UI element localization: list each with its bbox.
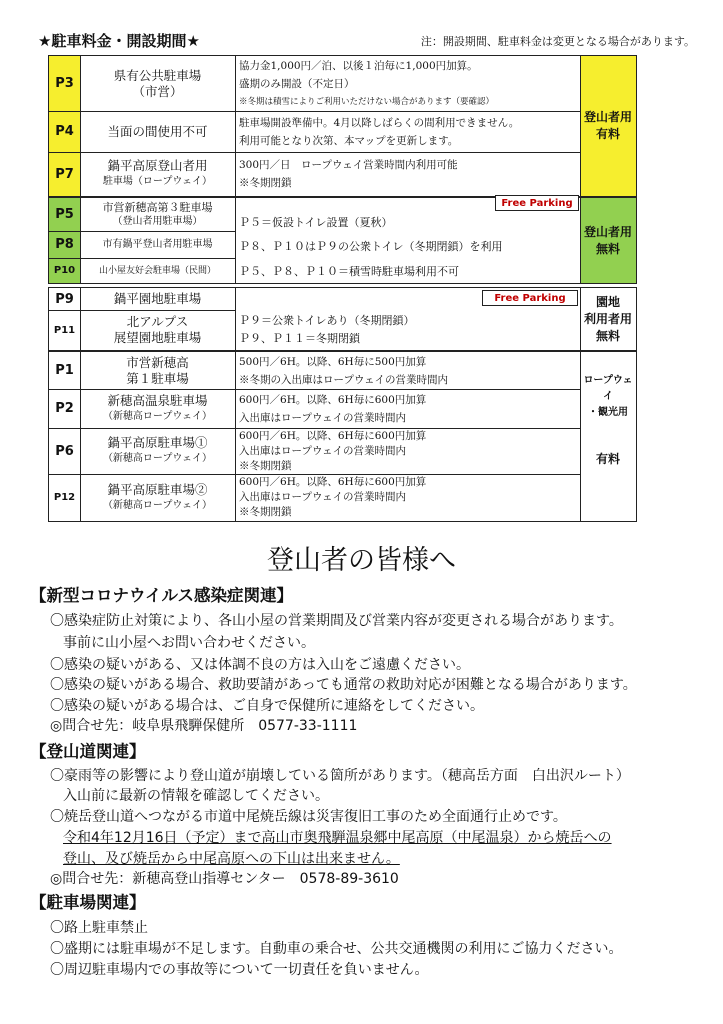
table-row-info: Ｐ５、Ｐ８、Ｐ１０＝積雪時駐車場利用不可 [239, 264, 459, 278]
section-heading-covid: 【新型コロナウイルス感染症関連】 [30, 586, 294, 605]
list-item: 〇焼岳登山道へつながる市道中尾焼岳線は災害復旧工事のため全面通行止めです。 [50, 809, 567, 825]
category-label: 登山者用 有料 [583, 110, 632, 141]
table-free-climbers [48, 197, 637, 284]
contact-line: ◎問合せ先：新穂高登山指導センター 0578-89-3610 [50, 871, 399, 887]
table-row-name: 鍋平高原駐車場② （新穂高ロープウェイ） [102, 481, 213, 511]
change-note: 注：開設期間、駐車料金は変更となる場合があります。 [420, 35, 695, 48]
notice-title: 登山者の皆様へ [267, 545, 456, 576]
table-row-name: 北アルプス 展望園地駐車場 [113, 314, 202, 345]
table-row-name: 市営新穂高第３駐車場 （登山者用駐車場） [102, 200, 213, 227]
section-heading-trail: 【登山道関連】 [30, 742, 146, 761]
table-row-name: 山小屋友好会駐車場（民間） [98, 265, 216, 276]
contact-line: ◎問合せ先：岐阜県飛騨保健所 0577-33-1111 [50, 718, 358, 734]
table-row-info: Ｐ８、Ｐ１０はＰ９の公衆トイレ（冬期閉鎖）を利用 [239, 240, 503, 253]
free-parking-badge: Free Parking [482, 290, 578, 306]
list-item: 〇感染の疑いがある、又は体調不良の方は入山をご遠慮ください。 [50, 657, 470, 673]
table-row-info: 300円／日 ロープウェイ営業時間内利用可能 ※冬期閉鎖 [239, 159, 458, 189]
category-label: 園地 利用者用 無料 [583, 294, 632, 343]
table-row-code: P12 [53, 492, 76, 503]
category-label: 登山者用 無料 [583, 224, 632, 256]
table-row-info: 500円／6H。以降、6H毎に500円加算 ※冬期の入出庫はロープウェイの営業時間内 [239, 355, 449, 386]
table-row-info: 駐車場開設準備中。4月以降しばらくの間利用できません。 利用可能となり次第、本マップを更新します。 [239, 116, 520, 147]
list-item: 〇感染の疑いがある場合は、ご自身で保健所に連絡をしてください。 [50, 698, 484, 714]
table-row-name: 新穂高温泉駐車場 （新穂高ロープウェイ） [102, 392, 213, 422]
free-parking-badge: Free Parking [495, 195, 579, 211]
table-row-info: 600円／6H。以降、6H毎に600円加算 入出庫はロープウェイの営業時間内 [239, 393, 427, 424]
table-row-name: 鍋平高原登山者用 駐車場（ロープウェイ） [102, 158, 213, 187]
table-row-name: 鍋平園地駐車場 [113, 291, 202, 306]
list-item: 〇豪雨等の影響により登山道が崩壊している箇所があります。（穂高岳方面 白出沢ルート） [50, 768, 630, 784]
table-row-code: P7 [55, 166, 74, 182]
table-row-name: 鍋平高原駐車場① （新穂高ロープウェイ） [102, 435, 213, 464]
list-item: 〇周辺駐車場内での事故等について一切責任を負いません。 [50, 962, 429, 978]
table-row-name: 県有公共駐車場 （市営） [113, 67, 202, 99]
table-row-info: 600円／6H。以降、6H毎に600円加算 入出庫はロープウェイの営業時間内 ※冬期閉鎖 [239, 476, 427, 518]
category-label: ロープウェイ ・観光用 [583, 375, 633, 418]
list-item: 登山、及び焼岳から中尾高原への下山は出来ません。 [63, 851, 400, 867]
table-paid-climbers [48, 55, 637, 197]
list-item: 〇感染症防止対策により、各山小屋の営業期間及び営業内容が変更される場合があります。 [50, 613, 623, 629]
list-item: 〇感染の疑いがある場合、救助要請があっても通常の救助対応が困難となる場合があります。 [50, 677, 637, 693]
table-row-name: 市営新穂高 第１駐車場 [126, 354, 189, 386]
section-heading-parking: 【駐車場関連】 [30, 893, 146, 912]
table-row-code: P4 [55, 124, 74, 139]
list-item: 入山前に最新の情報を確認してください。 [63, 788, 329, 804]
table-row-code: P9 [55, 291, 74, 307]
table-row-code: P11 [53, 324, 76, 336]
schedule-heading: ★駐車料金・開設期間★ [38, 32, 200, 50]
table-row-code: P8 [55, 237, 74, 252]
list-item: 〇盛期には駐車場が不足します。自動車の乗合せ、公共交通機関の利用にご協力ください。 [50, 941, 623, 957]
table-row-info: Ｐ５＝仮設トイレ設置（夏秋） [239, 216, 393, 229]
table-row-name: 市有鍋平登山者用駐車場 [102, 238, 213, 250]
table-row-info: 600円／6H。以降、6H毎に600円加算 入出庫はロープウェイの営業時間内 ※冬期閉鎖 [239, 429, 427, 472]
table-row-code: P6 [55, 443, 74, 459]
list-item: 令和4年12月16日（予定）まで高山市奥飛騨温泉郷中尾高原（中尾温泉）から焼岳への [63, 830, 612, 846]
table-row-info: Ｐ９＝公衆トイレあり（冬期閉鎖） Ｐ９、Ｐ１１＝冬期閉鎖 [239, 314, 415, 345]
table-paid-ropeway [48, 351, 637, 522]
category-fee-label: 有料 [595, 451, 620, 466]
list-item: 〇路上駐車禁止 [50, 920, 148, 936]
table-row-code: P1 [55, 363, 74, 378]
table-row-code: P2 [55, 401, 74, 416]
table-free-park [48, 287, 637, 351]
table-row-code: P5 [55, 207, 74, 222]
table-row-info: 協力金1,000円／泊、以後１泊毎に1,000円加算。 盛期のみ開設（不定日） ※冬期は積雪によりご利用いただけない場合があります（要確認） [239, 59, 495, 107]
list-item: 事前に山小屋へお問い合わせください。 [63, 635, 315, 651]
table-row-code: P3 [55, 76, 74, 91]
table-row-code: P10 [53, 265, 76, 276]
table-row-name: 当面の間使用不可 [107, 123, 208, 139]
